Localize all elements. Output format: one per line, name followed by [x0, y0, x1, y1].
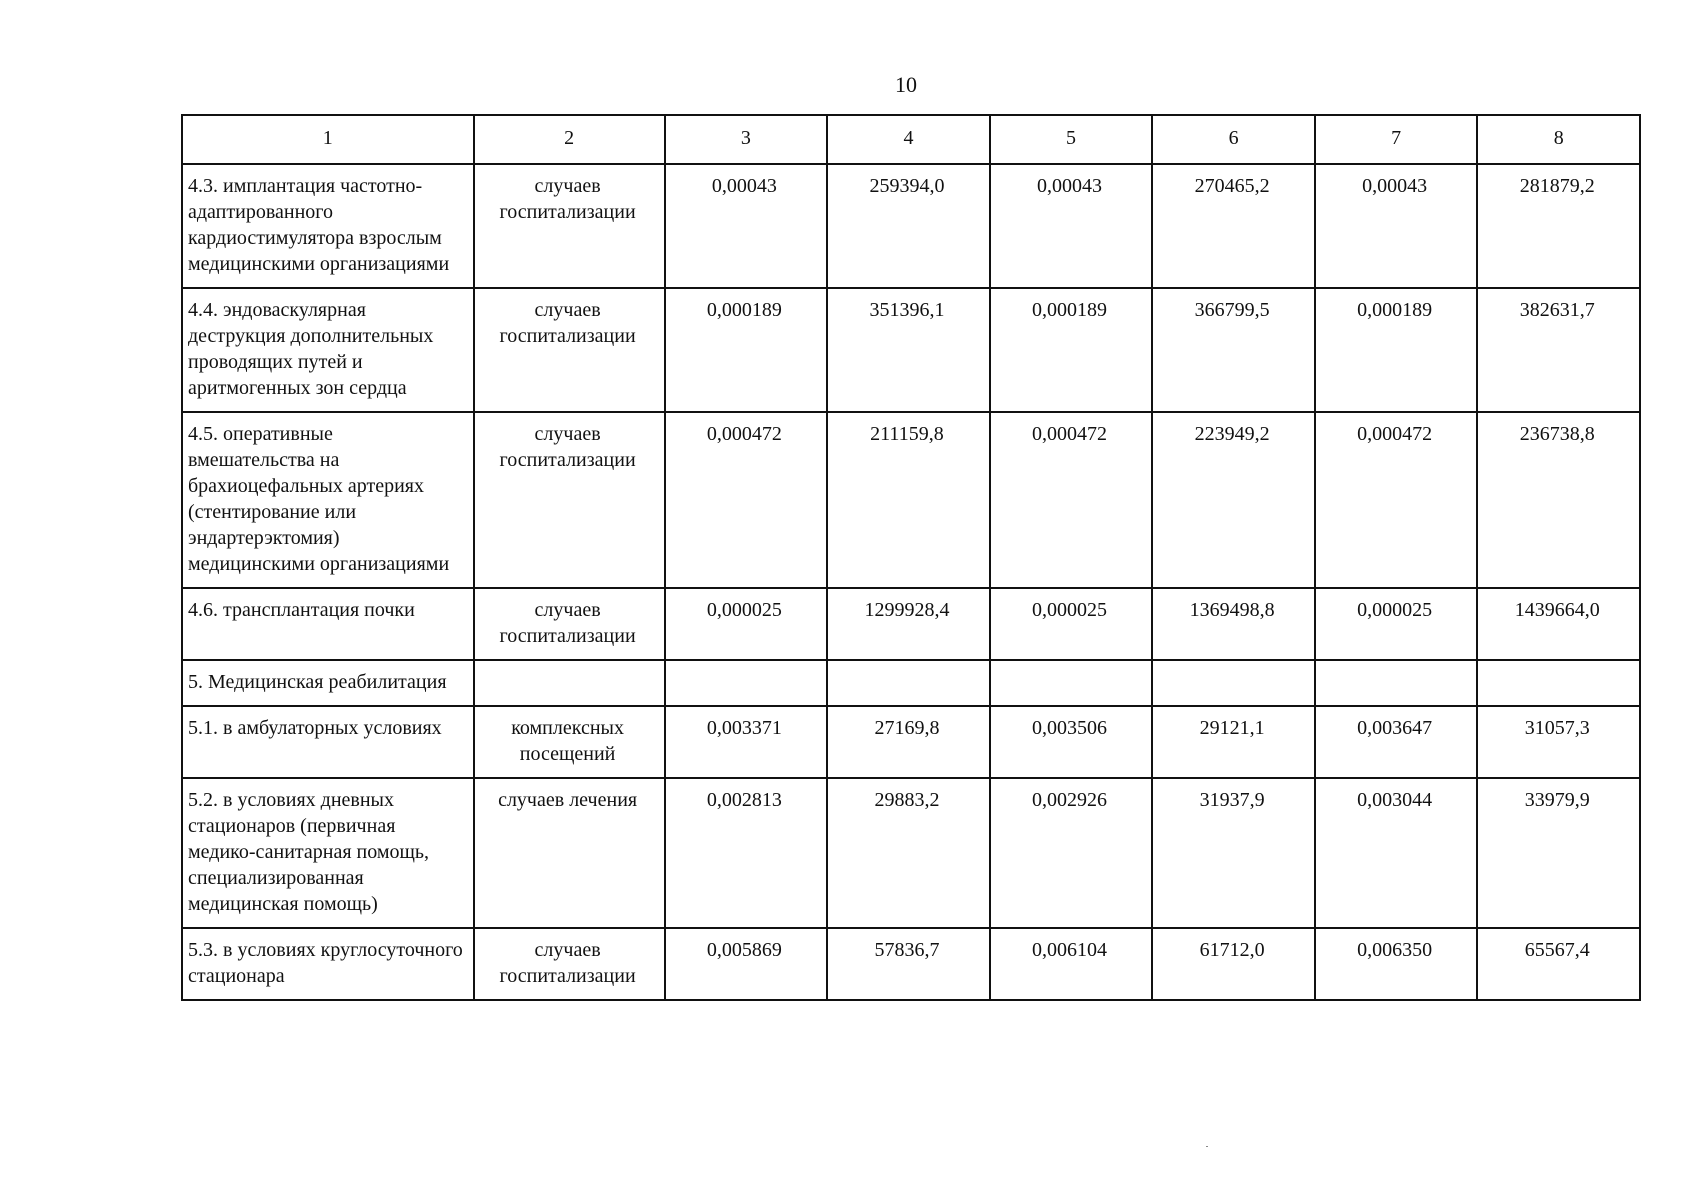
value-cell: 0,006104 — [990, 928, 1153, 1000]
value-cell: 0,002813 — [665, 778, 828, 928]
table-row — [182, 706, 1640, 778]
value-cell: 0,002926 — [990, 778, 1153, 928]
value-cell: 0,000472 — [665, 412, 828, 588]
value-cell: 211159,8 — [827, 412, 990, 588]
table-header — [182, 115, 1640, 164]
value-cell — [1315, 660, 1478, 706]
value-cell: 27169,8 — [827, 706, 990, 778]
column-header: 5 — [990, 115, 1153, 164]
table-body — [182, 164, 1640, 1000]
value-cell: 1299928,4 — [827, 588, 990, 660]
row-unit-cell: комплексных посещений — [474, 706, 665, 778]
row-unit-cell: случаев лечения — [474, 778, 665, 928]
column-header: 2 — [474, 115, 665, 164]
data-table — [181, 114, 1641, 1001]
value-cell: 1439664,0 — [1477, 588, 1640, 660]
table-row — [182, 588, 1640, 660]
row-name-cell: 5. Медицинская реабилитация — [182, 660, 474, 706]
scan-speck — [1206, 1146, 1208, 1147]
table-row — [182, 412, 1640, 588]
value-cell: 0,000025 — [1315, 588, 1478, 660]
value-cell: 0,000472 — [990, 412, 1153, 588]
row-name-cell: 5.2. в условиях дневных стационаров (первичная медико-санитарная помощь, специализированная медицинская помощь) — [182, 778, 474, 928]
value-cell: 65567,4 — [1477, 928, 1640, 1000]
value-cell: 236738,8 — [1477, 412, 1640, 588]
value-cell: 270465,2 — [1152, 164, 1315, 288]
value-cell: 0,00043 — [1315, 164, 1478, 288]
value-cell: 0,000189 — [1315, 288, 1478, 412]
value-cell: 281879,2 — [1477, 164, 1640, 288]
column-header: 7 — [1315, 115, 1478, 164]
value-cell — [1152, 660, 1315, 706]
value-cell: 223949,2 — [1152, 412, 1315, 588]
row-name-cell: 5.1. в амбулаторных условиях — [182, 706, 474, 778]
value-cell: 0,00043 — [990, 164, 1153, 288]
table-row — [182, 288, 1640, 412]
row-name-cell: 4.3. имплантация частотно-адаптированного кардиостимулятора взрослым медицинскими организациями — [182, 164, 474, 288]
value-cell — [827, 660, 990, 706]
value-cell: 1369498,8 — [1152, 588, 1315, 660]
value-cell: 0,000025 — [665, 588, 828, 660]
value-cell — [665, 660, 828, 706]
table-row — [182, 164, 1640, 288]
value-cell: 0,003506 — [990, 706, 1153, 778]
value-cell: 0,000189 — [665, 288, 828, 412]
row-name-cell: 4.4. эндоваскулярная деструкция дополнительных проводящих путей и аритмогенных зон сердца — [182, 288, 474, 412]
value-cell: 0,006350 — [1315, 928, 1478, 1000]
value-cell: 0,000025 — [990, 588, 1153, 660]
row-name-cell: 4.6. трансплантация почки — [182, 588, 474, 660]
value-cell: 61712,0 — [1152, 928, 1315, 1000]
row-unit-cell: случаев госпитализации — [474, 928, 665, 1000]
value-cell: 29121,1 — [1152, 706, 1315, 778]
header-row — [182, 115, 1640, 164]
value-cell: 366799,5 — [1152, 288, 1315, 412]
value-cell — [1477, 660, 1640, 706]
value-cell: 259394,0 — [827, 164, 990, 288]
value-cell: 0,000472 — [1315, 412, 1478, 588]
value-cell: 382631,7 — [1477, 288, 1640, 412]
value-cell: 351396,1 — [827, 288, 990, 412]
column-header: 4 — [827, 115, 990, 164]
value-cell: 33979,9 — [1477, 778, 1640, 928]
value-cell — [990, 660, 1153, 706]
value-cell: 0,000189 — [990, 288, 1153, 412]
column-header: 3 — [665, 115, 828, 164]
value-cell: 31937,9 — [1152, 778, 1315, 928]
row-unit-cell: случаев госпитализации — [474, 288, 665, 412]
value-cell: 0,00043 — [665, 164, 828, 288]
value-cell: 0,005869 — [665, 928, 828, 1000]
value-cell: 0,003647 — [1315, 706, 1478, 778]
column-header: 1 — [182, 115, 474, 164]
column-header: 6 — [1152, 115, 1315, 164]
column-header: 8 — [1477, 115, 1640, 164]
row-name-cell: 4.5. оперативные вмешательства на брахиоцефальных артериях (стентирование или эндартерэктомия) медицинскими организациями — [182, 412, 474, 588]
table-row — [182, 778, 1640, 928]
row-unit-cell — [474, 660, 665, 706]
row-unit-cell: случаев госпитализации — [474, 588, 665, 660]
value-cell: 57836,7 — [827, 928, 990, 1000]
value-cell: 0,003044 — [1315, 778, 1478, 928]
value-cell: 31057,3 — [1477, 706, 1640, 778]
row-unit-cell: случаев госпитализации — [474, 164, 665, 288]
value-cell: 29883,2 — [827, 778, 990, 928]
value-cell: 0,003371 — [665, 706, 828, 778]
page-number: 10 — [895, 72, 917, 97]
row-name-cell: 5.3. в условиях круглосуточного стационара — [182, 928, 474, 1000]
table-row — [182, 928, 1640, 1000]
row-unit-cell: случаев госпитализации — [474, 412, 665, 588]
table-row — [182, 660, 1640, 706]
